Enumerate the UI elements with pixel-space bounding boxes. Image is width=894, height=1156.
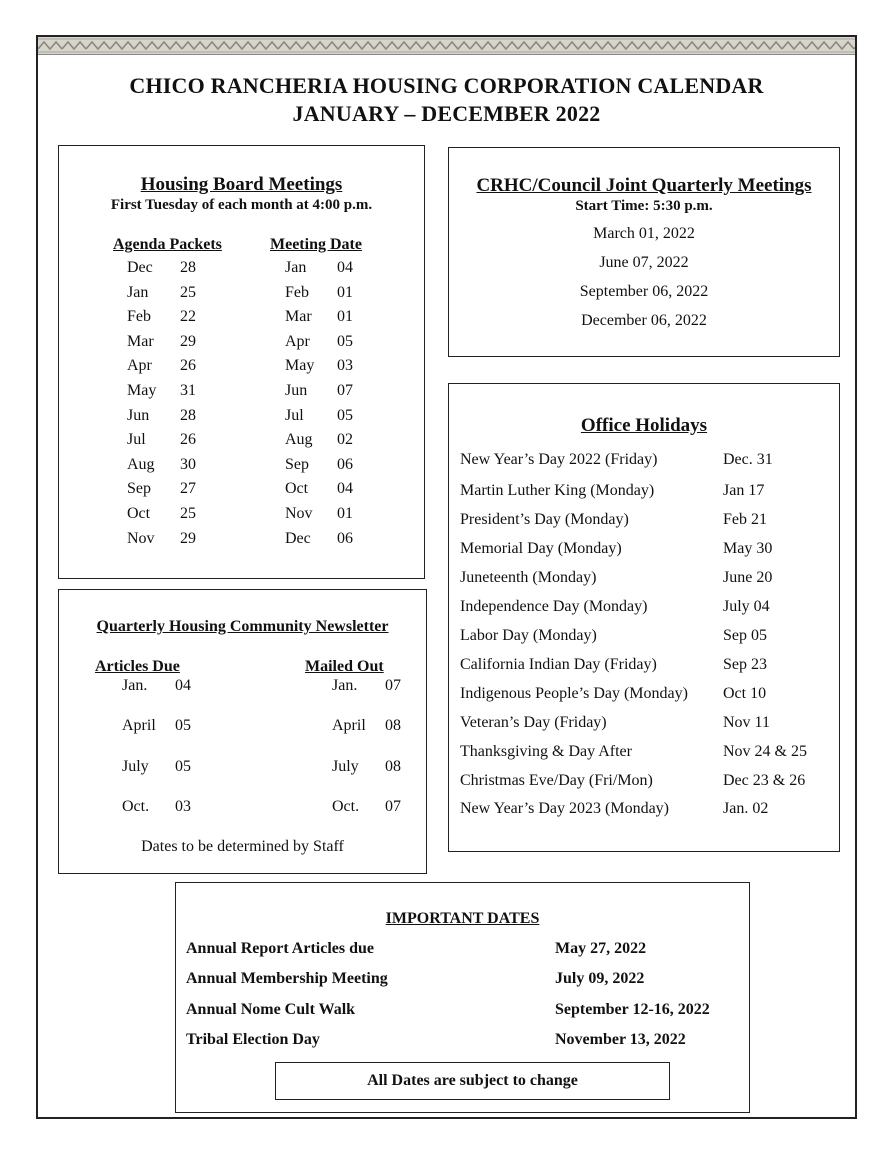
holiday-name: Juneteenth (Monday) <box>460 568 597 586</box>
important-date-value: July 09, 2022 <box>555 970 645 988</box>
housing-board-heading: Housing Board Meetings <box>140 174 343 195</box>
articles-due-day: 03 <box>175 797 191 815</box>
joint-meeting-date: December 06, 2022 <box>581 312 707 329</box>
joint-meeting-date: September 06, 2022 <box>579 283 709 300</box>
packet-month: Jun <box>127 406 150 424</box>
meeting-day: 01 <box>337 308 353 326</box>
holiday-date: Dec. 31 <box>723 451 773 468</box>
decorative-border-strip <box>38 37 855 55</box>
mailed-out-month: Oct. <box>332 797 360 815</box>
holiday-name: New Year’s Day 2022 (Friday) <box>460 451 658 468</box>
mailed-out-month: Jan. <box>332 677 358 694</box>
holiday-date: Jan. 02 <box>723 800 769 818</box>
packet-day: 26 <box>180 431 196 449</box>
packet-month: Sep <box>127 480 151 498</box>
joint-meeting-date: March 01, 2022 <box>593 225 695 242</box>
meeting-day: 07 <box>337 382 353 399</box>
holiday-name: Labor Day (Monday) <box>460 626 597 644</box>
housing-board-subheading: First Tuesday of each month at 4:00 p.m. <box>110 197 373 213</box>
newsletter-heading: Quarterly Housing Community Newsletter <box>96 618 389 635</box>
mailed-out-header: Mailed Out <box>305 658 384 675</box>
important-dates-heading: IMPORTANT DATES <box>385 910 540 927</box>
important-date-label: Tribal Election Day <box>186 1030 320 1048</box>
holiday-name: Christmas Eve/Day (Fri/Mon) <box>460 771 653 789</box>
packet-day: 27 <box>180 480 196 498</box>
holiday-name: Indigenous People’s Day (Monday) <box>460 684 688 702</box>
packet-month: Feb <box>127 308 151 326</box>
packet-day: 25 <box>180 505 196 522</box>
articles-due-header: Articles Due <box>95 658 180 675</box>
important-date-value: September 12-16, 2022 <box>555 1000 710 1018</box>
packet-day: 26 <box>180 357 196 375</box>
meeting-month: Dec <box>285 529 311 547</box>
holiday-name: Veteran’s Day (Friday) <box>460 713 607 731</box>
mailed-out-day: 08 <box>385 717 401 735</box>
meeting-day: 02 <box>337 431 353 449</box>
meeting-month: Jun <box>285 382 308 399</box>
mailed-out-day: 07 <box>385 677 401 694</box>
holiday-date: May 30 <box>723 539 773 557</box>
packet-day: 28 <box>180 259 196 276</box>
holiday-date: Nov 24 & 25 <box>723 742 807 760</box>
important-date-value: November 13, 2022 <box>555 1030 686 1048</box>
holiday-date: Sep 05 <box>723 626 767 644</box>
meeting-month: Mar <box>285 308 312 326</box>
newsletter-footer: Dates to be determined by Staff <box>141 838 344 855</box>
meeting-day: 03 <box>337 357 353 375</box>
joint-meeting-date: June 07, 2022 <box>599 254 689 271</box>
articles-due-month: July <box>122 757 149 775</box>
zigzag-pattern-icon <box>38 37 855 54</box>
meeting-day: 06 <box>337 455 353 473</box>
packet-day: 25 <box>180 283 196 301</box>
holiday-date: Feb 21 <box>723 510 767 528</box>
holiday-date: Oct 10 <box>723 684 767 702</box>
meeting-day: 04 <box>337 480 353 498</box>
holiday-name: Thanksgiving & Day After <box>460 742 632 760</box>
holiday-name: Memorial Day (Monday) <box>460 539 622 557</box>
packet-day: 22 <box>180 308 196 326</box>
joint-meetings-box <box>448 147 840 357</box>
holiday-date: June 20 <box>723 568 773 586</box>
office-holidays-heading: Office Holidays <box>580 415 708 436</box>
agenda-packets-header: Agenda Packets <box>113 236 222 253</box>
holiday-name: Independence Day (Monday) <box>460 597 648 615</box>
joint-meetings-start-time: Start Time: 5:30 p.m. <box>575 198 713 214</box>
important-dates-box <box>175 882 750 1113</box>
meeting-month: Oct <box>285 480 309 498</box>
holiday-name: New Year’s Day 2023 (Monday) <box>460 800 670 818</box>
holiday-date: Nov 11 <box>723 713 770 731</box>
important-date-value: May 27, 2022 <box>555 940 647 957</box>
meeting-day: 05 <box>337 406 353 424</box>
meeting-month: Apr <box>285 332 310 350</box>
meeting-day: 06 <box>337 529 353 547</box>
meeting-month: Aug <box>285 431 313 449</box>
notice-box <box>275 1062 670 1100</box>
packet-month: Oct <box>127 505 151 522</box>
mailed-out-day: 08 <box>385 757 401 775</box>
meeting-day: 01 <box>337 505 353 522</box>
important-date-label: Annual Membership Meeting <box>186 970 388 988</box>
packet-month: May <box>127 382 157 399</box>
packet-month: Aug <box>127 455 155 473</box>
important-date-label: Annual Nome Cult Walk <box>186 1000 356 1018</box>
packet-month: Dec <box>127 259 153 276</box>
meeting-month: Jan <box>285 259 307 276</box>
holiday-date: Sep 23 <box>723 655 767 673</box>
articles-due-month: Jan. <box>122 677 148 694</box>
packet-day: 29 <box>180 529 196 547</box>
meeting-day: 04 <box>337 259 353 276</box>
meeting-date-header: Meeting Date <box>270 236 362 253</box>
office-holidays-box <box>448 383 840 852</box>
holiday-date: Jan 17 <box>723 482 765 499</box>
holiday-date: July 04 <box>723 597 770 615</box>
articles-due-day: 05 <box>175 717 191 735</box>
housing-board-box <box>58 145 425 579</box>
holiday-name: President’s Day (Monday) <box>460 510 629 528</box>
articles-due-month: April <box>122 717 156 735</box>
packet-month: Nov <box>127 529 155 547</box>
articles-due-day: 05 <box>175 757 191 775</box>
meeting-month: Feb <box>285 283 309 301</box>
packet-day: 29 <box>180 332 196 350</box>
packet-month: Mar <box>127 332 154 350</box>
packet-day: 30 <box>180 455 196 473</box>
holiday-name: Martin Luther King (Monday) <box>460 482 655 499</box>
articles-due-day: 04 <box>175 677 191 694</box>
packet-day: 28 <box>180 406 196 424</box>
page-title: CHICO RANCHERIA HOUSING CORPORATION CALENDAR <box>129 73 764 98</box>
meeting-month: Sep <box>285 455 309 473</box>
mailed-out-day: 07 <box>385 797 401 815</box>
meeting-day: 05 <box>337 332 353 350</box>
meeting-day: 01 <box>337 283 353 301</box>
mailed-out-month: April <box>332 717 366 735</box>
important-date-label: Annual Report Articles due <box>186 940 374 957</box>
meeting-month: Nov <box>285 505 313 522</box>
meeting-month: May <box>285 357 315 375</box>
holiday-date: Dec 23 & 26 <box>723 771 806 789</box>
packet-month: Jul <box>127 431 146 449</box>
newsletter-box <box>58 589 427 874</box>
packet-month: Jan <box>127 283 149 301</box>
packet-day: 31 <box>180 382 196 399</box>
page-subtitle: JANUARY – DECEMBER 2022 <box>292 101 601 126</box>
articles-due-month: Oct. <box>122 797 150 815</box>
joint-meetings-heading: CRHC/Council Joint Quarterly Meetings <box>476 175 812 196</box>
meeting-month: Jul <box>285 406 304 424</box>
packet-month: Apr <box>127 357 152 375</box>
mailed-out-month: July <box>332 757 359 775</box>
holiday-name: California Indian Day (Friday) <box>460 655 657 673</box>
notice-text: All Dates are subject to change <box>367 1072 578 1089</box>
